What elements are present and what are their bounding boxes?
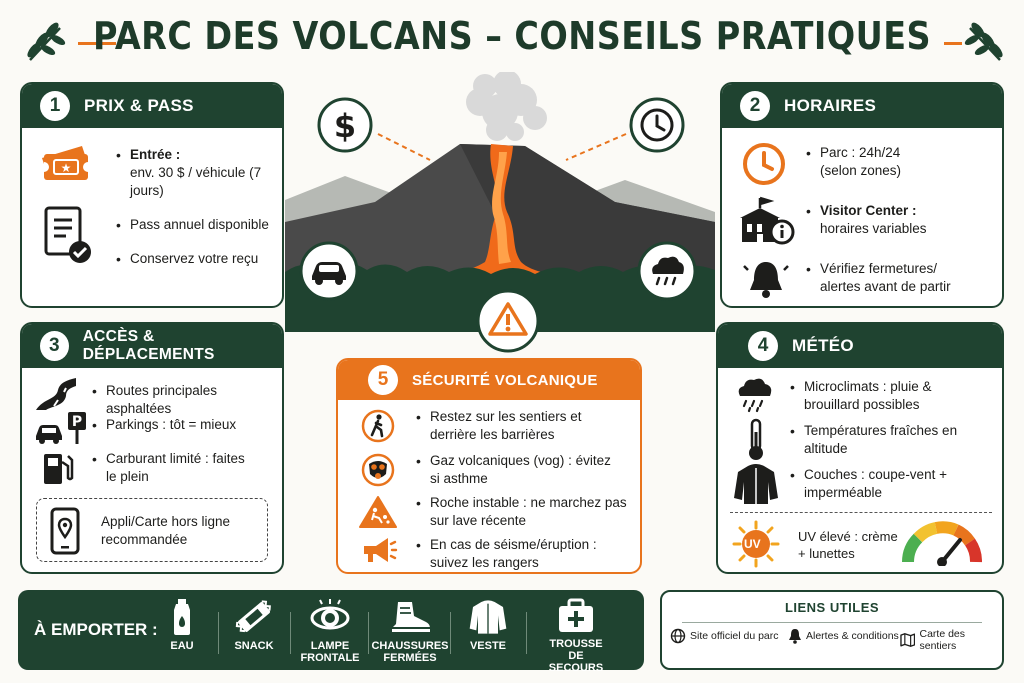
- list-item: • Restez sur les sentiers et derrière les barrières: [430, 408, 630, 444]
- clock-icon: [628, 96, 686, 154]
- list-item: • Couches : coupe-vent + imperméable: [804, 466, 984, 502]
- card-securite-volcanique: [336, 358, 642, 574]
- list-item: • Gaz volcaniques (vog) : évitez si asthme: [430, 452, 620, 488]
- rain-cloud-icon: [636, 240, 698, 302]
- water-bottle-icon: [168, 598, 196, 636]
- card-title: PRIX & PASS: [84, 96, 194, 115]
- boots-icon: [388, 598, 432, 636]
- megaphone-icon: [358, 534, 398, 566]
- list-item: • Pass annuel disponible: [130, 216, 280, 234]
- card-horaires: [720, 82, 1004, 308]
- useful-links-panel: [660, 590, 1004, 670]
- document-check-icon: [42, 204, 94, 268]
- uv-label: UV: [744, 537, 761, 551]
- card-number: 1: [40, 91, 70, 121]
- list-item: • Microclimats : pluie & brouillard possibles: [804, 378, 974, 414]
- packing-item-headlamp: LAMPE FRONTALE: [290, 598, 370, 664]
- list-item: • Routes principales asphaltées: [106, 382, 282, 418]
- divider: [730, 512, 992, 513]
- card-title: MÉTÉO: [792, 336, 854, 355]
- list-item: • Roche instable : ne marchez pas sur lave récente: [430, 494, 630, 530]
- page-title: PARC DES VOLCANS – CONSEILS PRATIQUES: [92, 14, 932, 58]
- visitor-center-icon: [736, 194, 796, 246]
- card-header: [22, 84, 282, 128]
- headlamp-icon: [308, 598, 352, 636]
- list-item: • Parc : 24h/24 (selon zones): [820, 144, 1000, 180]
- jacket-icon: [468, 598, 508, 636]
- packing-list-banner: [18, 590, 644, 674]
- list-item: • Carburant limité : faites le plein: [106, 450, 246, 486]
- smartphone-map-icon: [49, 507, 81, 555]
- parking-icon: [32, 410, 90, 446]
- link-official-site[interactable]: Site officiel du parc: [670, 628, 779, 644]
- uv-advice: UV élevé : crème + lunettes: [798, 529, 898, 561]
- link-alerts[interactable]: Alertes & conditions: [788, 628, 899, 644]
- card-prix-pass: [20, 82, 284, 308]
- uv-gauge-icon: [902, 520, 982, 566]
- ticket-icon: [38, 142, 94, 186]
- card-number: 5: [368, 365, 398, 395]
- hiker-icon: [360, 408, 396, 444]
- list-item: • Visitor Center : horaires variables: [820, 202, 1000, 238]
- bell-icon: [788, 628, 802, 644]
- offline-map-text: Appli/Carte hors ligne recommandée: [101, 514, 231, 547]
- svg-text:P: P: [71, 414, 83, 430]
- useful-links-title: LIENS UTILES: [784, 600, 880, 615]
- warning-icon: [475, 288, 541, 354]
- card-header: [722, 84, 1002, 128]
- laurel-right-icon: [960, 18, 1008, 66]
- list-item: • Entrée : env. 30 $ / véhicule (7 jours): [130, 146, 280, 200]
- card-title: SÉCURITÉ VOLCANIQUE: [412, 371, 598, 389]
- road-icon: [34, 376, 78, 412]
- card-title: HORAIRES: [784, 96, 877, 115]
- clock-icon: [740, 140, 788, 188]
- gas-mask-icon: [360, 452, 396, 488]
- packing-item-first-aid: TROUSSE DE SECOURS: [528, 598, 624, 674]
- packing-item-snack: SNACK: [214, 598, 294, 652]
- card-number: 2: [740, 91, 770, 121]
- card-meteo: [716, 322, 1004, 574]
- rockfall-icon: [358, 494, 398, 530]
- thermometer-icon: [744, 418, 768, 462]
- snack-bar-icon: [234, 598, 274, 636]
- card-title: ACCÈS & DÉPLACEMENTS: [82, 328, 215, 363]
- dollar-icon: [316, 96, 374, 154]
- card-acces-deplacements: [20, 322, 284, 574]
- list-item: • En cas de séisme/éruption : suivez les rangers: [430, 536, 630, 572]
- list-item: • Températures fraîches en altitude: [804, 422, 974, 458]
- svg-text:$: $: [333, 107, 357, 145]
- packing-item-jacket: VESTE: [448, 598, 528, 652]
- packing-item-boots: CHAUSSURES FERMÉES: [370, 598, 450, 664]
- card-header: [718, 324, 1002, 368]
- bell-icon: [742, 256, 790, 302]
- globe-icon: [670, 628, 686, 644]
- map-icon: [900, 632, 915, 648]
- list-item: • Conservez votre reçu: [130, 250, 280, 268]
- card-number: 3: [40, 331, 69, 361]
- jacket-icon: [732, 462, 780, 506]
- offline-map-tip: [36, 498, 268, 562]
- packing-item-water: EAU: [142, 598, 222, 652]
- title-bar: [0, 8, 1024, 72]
- car-icon: [298, 240, 360, 302]
- svg-text:★: ★: [60, 161, 72, 175]
- card-header: [338, 360, 640, 400]
- list-item: • Parkings : tôt = mieux: [106, 416, 282, 434]
- list-item: • Vérifiez fermetures/ alertes avant de partir: [820, 260, 980, 296]
- rain-cloud-icon: [734, 374, 778, 414]
- first-aid-icon: [556, 598, 596, 634]
- card-number: 4: [748, 331, 778, 361]
- card-header: [22, 324, 282, 368]
- packing-list-label: À EMPORTER :: [34, 620, 158, 639]
- link-trail-map[interactable]: Carte des sentiers: [900, 628, 1002, 652]
- fuel-icon: [40, 448, 76, 486]
